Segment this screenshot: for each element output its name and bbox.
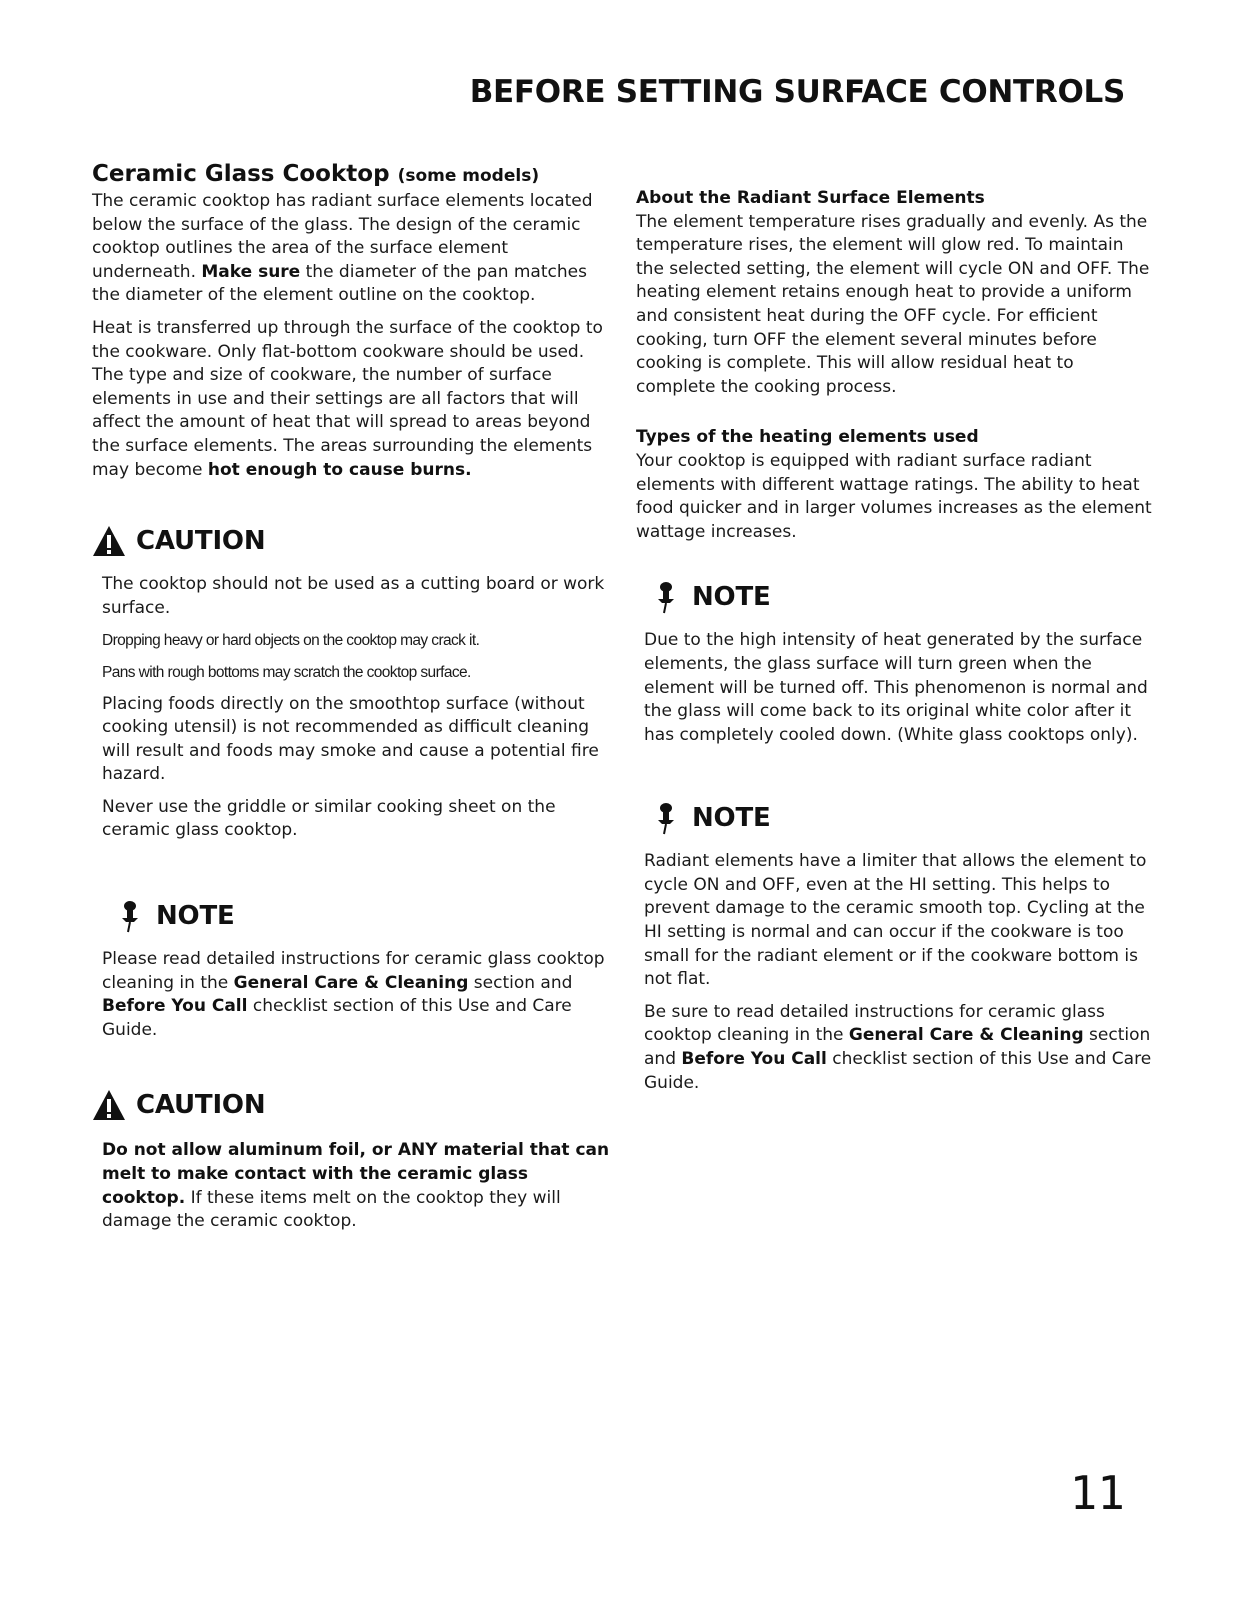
- caution-text: Pans with rough bottoms may scratch the cooktop surface.: [102, 663, 471, 681]
- caution-text: Never use the griddle or similar cooking sheet on the ceramic glass cooktop.: [102, 796, 556, 841]
- page-number: 11: [1069, 1466, 1125, 1520]
- ceramic-paragraph-2: [92, 317, 612, 482]
- note-body-2: [636, 629, 1156, 747]
- warning-triangle-icon: [92, 1088, 126, 1122]
- text: the diameter of the pan matches the diameter of the element outline on the cooktop.: [92, 261, 587, 306]
- ceramic-paragraph-1: [92, 190, 612, 308]
- radiant-paragraph: The element temperature rises gradually and evenly. As the temperature rises, the element will glow red. To maintain the selected setting, the element will cycle ON and OFF. The heating element retains enough heat to provide a uniform and consistent heat during the OFF cycle. For efficient cooking, turn OFF the element several minutes before cooking is complete. This will allow residual heat to complete the cooking process.: [636, 211, 1150, 397]
- note-heading-3: [636, 798, 1156, 838]
- caution-text: The cooktop should not be used as a cutting board or work surface.: [102, 574, 605, 618]
- note-label: NOTE: [692, 582, 771, 613]
- emphasis: hot enough to cause burns.: [207, 459, 472, 480]
- types-paragraph: Your cooktop is equipped with radiant surface radiant elements with different wattage ratings. The ability to heat food quicker and in larger volumes increases as the element wattage increases.: [636, 450, 1152, 542]
- note-label: NOTE: [156, 901, 235, 932]
- heading-sub: (some models): [397, 166, 540, 186]
- caution-text: [102, 1139, 612, 1233]
- caution-heading-1: [92, 521, 612, 561]
- note-text: Due to the high intensity of heat generated by the surface elements, the glass surface will turn green when the element will be turned off. This phenomenon is normal and the glass will come back to its original white color after it has completely cooled down. (White glass cooktops only).: [644, 630, 1148, 745]
- text: Be sure to read detailed instructions for ceramic glass cooktop cleaning in the: [644, 1001, 1105, 1046]
- emphasis: General Care & Cleaning: [233, 972, 469, 993]
- heading-radiant-surface-elements: About the Radiant Surface Elements: [636, 188, 985, 208]
- pushpin-icon: [648, 801, 682, 835]
- note-label: NOTE: [692, 803, 771, 834]
- caution-body-1: [92, 573, 612, 843]
- emphasis: General Care & Cleaning: [848, 1025, 1084, 1046]
- caution-body-2: [92, 1139, 612, 1233]
- text: The ceramic cooktop has radiant surface elements located below the surface of the glass. The design of the ceramic cooktop outlines the area of the surface element underneath.: [92, 191, 593, 282]
- caution-label: CAUTION: [136, 1090, 266, 1121]
- heading-types-of-heating-elements: Types of the heating elements used: [636, 427, 979, 448]
- text: Heat is transferred up through the surface of the cooktop to the cookware. Only flat-bottom cookware should be used. The type and size of cookware, the number of surface elements in use and their settings are all factors that will affect the amount of heat that will spread to areas beyond the surface elements. The areas surrounding the elements may become: [92, 317, 603, 480]
- page-title: BEFORE SETTING SURFACE CONTROLS: [469, 74, 1125, 110]
- text: checklist section of this Use and Care Guide.: [102, 996, 572, 1040]
- section-heading-ceramic-glass-cooktop: [92, 160, 612, 190]
- text: Please read detailed instructions for ceramic glass cooktop cleaning in the: [102, 949, 605, 993]
- note-body-3: [636, 850, 1156, 1095]
- text: checklist section of this Use and Care Guide.: [644, 1049, 1152, 1093]
- right-column: [636, 187, 1156, 1104]
- caution-text: Dropping heavy or hard objects on the cooktop may crack it.: [102, 632, 480, 650]
- caution-text: Placing foods directly on the smoothtop surface (without cooking utensil) is not recommended as difficult cleaning will result and foods may smoke and cause a potential fire hazard.: [102, 693, 599, 785]
- note-text: [644, 1001, 1156, 1095]
- pushpin-icon: [648, 580, 682, 614]
- emphasis: Before You Call: [102, 996, 248, 1017]
- caution-label: CAUTION: [136, 526, 266, 557]
- emphasis: Before You Call: [681, 1049, 827, 1070]
- caution-heading-2: [92, 1085, 612, 1125]
- text: section and: [644, 1025, 1151, 1070]
- text: section and: [468, 972, 573, 993]
- note-body-1: [92, 948, 612, 1042]
- note-heading-1: [92, 896, 612, 936]
- emphasis: Make sure: [201, 261, 301, 282]
- pushpin-icon: [112, 899, 146, 933]
- warning-triangle-icon: [92, 524, 126, 558]
- note-text: Radiant elements have a limiter that allows the element to cycle ON and OFF, even at the HI setting. This helps to prevent damage to the ceramic smooth top. Cycling at the HI setting is normal and can occur if the cookware is too small for the radiant element or if the cookware bottom is not flat.: [644, 851, 1147, 990]
- heading-main: Ceramic Glass Cooktop: [92, 161, 390, 187]
- note-heading-2: [636, 577, 1156, 617]
- note-text: [102, 948, 612, 1042]
- emphasis: Do not allow aluminum foil, or ANY material that can melt to make contact with the ceramic glass cooktop.: [102, 1140, 610, 1208]
- left-column: [92, 160, 612, 1243]
- text: If these items melt on the cooktop they will damage the ceramic cooktop.: [102, 1187, 561, 1232]
